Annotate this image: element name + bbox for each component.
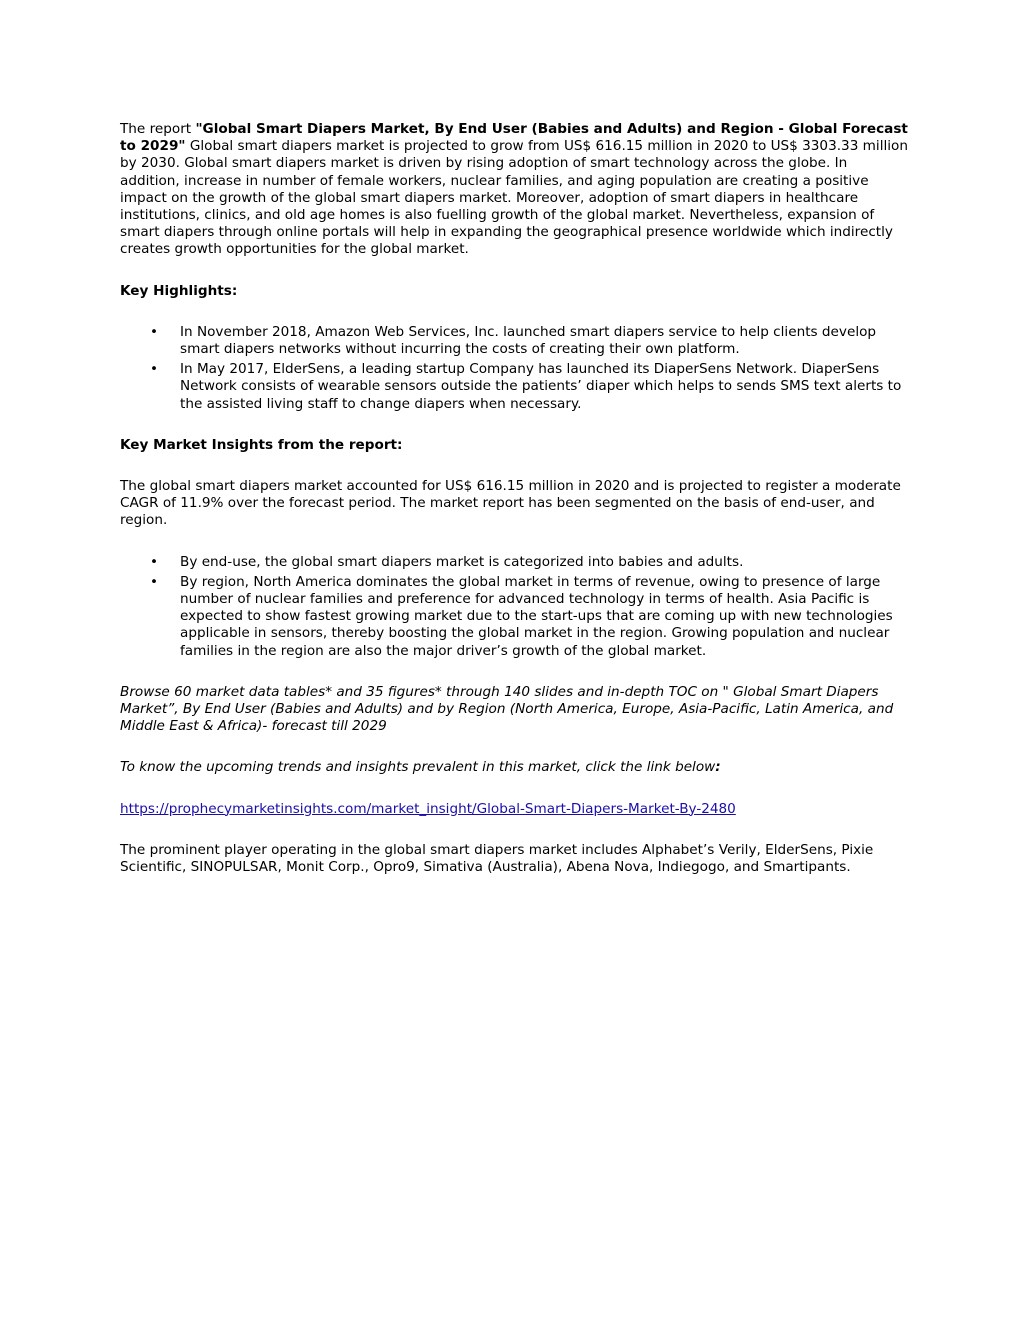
list-item (120, 574, 908, 660)
highlight-text: In May 2017, ElderSens, a leading startup Company has launched its DiaperSens Network. DiaperSens Network consists of wearable sensors outside the patients’ diaper which helps to sends SMS text alerts to the assisted living staff to change diapers when necessary. (180, 361, 902, 412)
bullet-icon: • (150, 361, 159, 378)
intro-paragraph (120, 121, 908, 259)
highlight-text: In November 2018, Amazon Web Services, Inc. launched smart diapers service to help clients develop smart diapers networks without incurring the costs of creating their own platform. (180, 323, 877, 358)
bullet-icon: • (150, 573, 159, 590)
browse-paragraph: Browse 60 market data tables* and 35 figures* through 140 slides and in-depth TOC on " Global Smart Diapers Market”, By End User (Babies and Adults) and by Region (North America, Europe, Asia-Pacific, Latin America, and Middle East & Africa)- forecast till 2029 (120, 683, 894, 735)
bullet-icon: • (150, 323, 159, 340)
trends-paragraph (120, 759, 908, 776)
intro-prefix: The report (120, 121, 196, 137)
insights-list (120, 554, 908, 660)
highlights-list (120, 324, 908, 413)
players-paragraph: The prominent player operating in the global smart diapers market includes Alphabet’s Verily, ElderSens, Pixie Scientific, SINOPULSAR, Monit Corp., Opro9, Simativa (Australia), Abena Nova, Indiegogo, and Smartipants. (120, 841, 874, 876)
intro-text: Global smart diapers market is projected to grow from US$ 616.15 million in 2020 to US$ 3303.33 million by 2030. Global smart diapers market is driven by rising adoption of smart technology across the globe. In addition, increase in number of female workers, nuclear families, and aging population are creating a positive impact on the growth of the global smart diapers market. Moreover, adoption of smart diapers in healthcare institutions, clinics, and old age homes is also fuelling growth of the global market. Nevertheless, expansion of smart diapers through online portals will help in expanding the geographical presence worldwide which indirectly creates growth opportunities for the global market. (120, 138, 908, 258)
bullet-icon: • (150, 553, 159, 570)
key-highlights-heading: Key Highlights: (120, 282, 238, 299)
insight-text: By end-use, the global smart diapers market is categorized into babies and adults. (180, 553, 744, 570)
report-link[interactable]: https://prophecymarketinsights.com/market_insight/Global-Smart-Diapers-Market-By-2480 (120, 800, 736, 817)
document-page (120, 121, 908, 900)
link-paragraph (120, 801, 908, 818)
trends-colon: : (715, 759, 721, 776)
trends-text: To know the upcoming trends and insights prevalent in this market, click the link below (120, 759, 716, 776)
insight-text: By region, North America dominates the global market in terms of revenue, owing to presence of large number of nuclear families and preference for advanced technology in terms of health. Asia Pacific is expected to show fastest growing market due to the start-ups that are coming up with new technologies applicable in sensors, thereby boosting the global market in the region. Growing population and nuclear families in the region are also the major driver’s growth of the global market. (180, 573, 893, 659)
insights-paragraph: The global smart diapers market accounted for US$ 616.15 million in 2020 and is projected to register a moderate CAGR of 11.9% over the forecast period. The market report has been segmented on the basis of end-user, and region. (120, 478, 901, 529)
list-item (120, 361, 908, 413)
report-title: "Global Smart Diapers Market, By End User (Babies and Adults) and Region - Global Forecast to 2029" (120, 121, 908, 155)
list-item (120, 324, 908, 358)
list-item (120, 554, 908, 571)
key-insights-heading: Key Market Insights from the report: (120, 436, 403, 453)
